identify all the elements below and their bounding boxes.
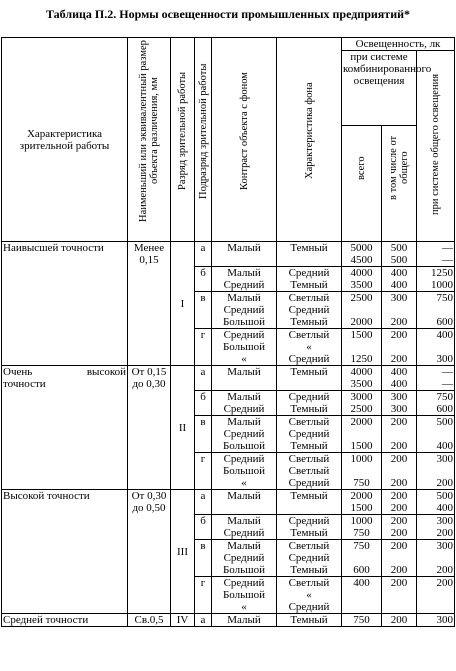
subrank: в (195, 292, 212, 329)
table-row (2, 242, 455, 267)
header-background: Характеристика фона (277, 38, 342, 242)
incl-line: 400 (390, 366, 408, 378)
total-line: 750 (353, 614, 370, 626)
bg-line: Средний (288, 267, 330, 279)
background-cell (277, 490, 342, 515)
bg-line: Темный (290, 440, 328, 452)
total-cell (342, 416, 382, 453)
contrast-line: Малый (227, 267, 261, 279)
general-system-cell (417, 614, 455, 627)
visual-rank: IV (171, 614, 195, 627)
gen-line: 400 (436, 502, 454, 514)
bg-line: Светлый (288, 577, 330, 589)
incl-general-cell (382, 391, 417, 416)
contrast-cell (212, 391, 277, 416)
contrast-line: Малый (227, 515, 261, 527)
total-line: 750 (353, 477, 370, 489)
contrast-line: « (241, 353, 247, 365)
characteristic-text: Наивысшей точности (3, 242, 104, 254)
subrank: г (195, 453, 212, 490)
contrast-cell (212, 242, 277, 267)
gen-line: 200 (436, 577, 454, 589)
total-line: 400 (353, 577, 370, 589)
table-row (2, 366, 455, 391)
characteristic-word: высокой (86, 366, 126, 378)
characteristic-word: точности (3, 378, 46, 390)
work-characteristic (2, 614, 128, 627)
gen-line: 750 (436, 391, 454, 403)
gen-line: 300 (436, 515, 454, 527)
incl-line: 200 (390, 540, 408, 552)
gen-line: 200 (436, 477, 454, 489)
total-cell (342, 540, 382, 577)
object-size: От 0,30 до 0,50 (128, 490, 171, 614)
incl-line: 300 (390, 292, 408, 304)
incl-line: 200 (390, 490, 408, 502)
background-cell (277, 292, 342, 329)
incl-line (383, 428, 415, 440)
contrast-line: Большой (222, 564, 266, 576)
contrast-cell (212, 267, 277, 292)
incl-line (383, 341, 415, 353)
general-system-cell (417, 453, 455, 490)
contrast-line: Малый (227, 366, 261, 378)
characteristic-word: Очень (3, 366, 33, 378)
incl-line: 200 (390, 440, 408, 452)
illumination-norms-table (1, 37, 455, 627)
contrast-line: Средний (223, 304, 265, 316)
bg-line: Темный (290, 564, 328, 576)
background-cell (277, 391, 342, 416)
total-cell (342, 577, 382, 614)
header-characteristic: Характеристика зрительной работы (2, 38, 128, 242)
contrast-line: Малый (227, 416, 261, 428)
subrank: а (195, 490, 212, 515)
general-system-cell (417, 416, 455, 453)
incl-line: 200 (390, 527, 408, 539)
total-line: 4500 (350, 254, 373, 266)
incl-line (383, 304, 415, 316)
general-system-cell (417, 490, 455, 515)
subrank: б (195, 267, 212, 292)
total-line: 1000 (350, 453, 373, 465)
contrast-line: Малый (227, 490, 261, 502)
work-characteristic (2, 490, 128, 614)
incl-general-cell (382, 292, 417, 329)
total-cell (342, 453, 382, 490)
background-cell (277, 329, 342, 366)
total-cell (342, 391, 382, 416)
incl-general-cell (382, 366, 417, 391)
total-line: 750 (353, 540, 370, 552)
bg-line: Средний (288, 391, 330, 403)
general-system-cell (417, 329, 455, 366)
gen-line: 600 (436, 403, 454, 415)
total-cell (342, 515, 382, 540)
bg-line: Светлый (288, 465, 330, 477)
bg-line: Светлый (288, 292, 330, 304)
contrast-line: Малый (227, 614, 261, 626)
incl-line: 200 (390, 515, 408, 527)
bg-line: Средний (288, 428, 330, 440)
total-line: 2000 (350, 316, 373, 328)
bg-line: Темный (290, 403, 328, 415)
contrast-line: Средний (223, 428, 265, 440)
subrank: г (195, 329, 212, 366)
total-line: 4000 (350, 366, 373, 378)
total-line: 3500 (350, 279, 373, 291)
contrast-line: Средний (223, 577, 265, 589)
visual-rank: II (171, 366, 195, 490)
incl-line: 200 (390, 477, 408, 489)
table-row (2, 614, 455, 627)
incl-general-cell (382, 540, 417, 577)
header-illumination: Освещенность, лк (342, 38, 455, 51)
bg-line: Темный (290, 242, 328, 254)
bg-line: Средний (288, 477, 330, 489)
header-combined: при системе комбинированного освещения (342, 51, 417, 126)
incl-line: 300 (390, 403, 408, 415)
incl-line: 200 (390, 416, 408, 428)
contrast-line: « (241, 477, 247, 489)
incl-line: 200 (390, 502, 408, 514)
general-system-cell (417, 540, 455, 577)
general-system-cell (417, 366, 455, 391)
incl-general-cell (382, 453, 417, 490)
gen-line (418, 589, 453, 601)
incl-general-cell (382, 242, 417, 267)
incl-line: 400 (390, 279, 408, 291)
total-line (343, 341, 380, 353)
bg-line: « (306, 341, 312, 353)
total-cell (342, 242, 382, 267)
contrast-cell (212, 453, 277, 490)
incl-line: 400 (390, 267, 408, 279)
total-cell (342, 267, 382, 292)
contrast-line: Средний (223, 329, 265, 341)
contrast-cell (212, 614, 277, 627)
contrast-cell (212, 292, 277, 329)
header-subrank: Подразряд зрительной работы (195, 38, 212, 242)
incl-line (383, 601, 415, 613)
total-line: 2000 (350, 490, 373, 502)
gen-line: 600 (436, 316, 454, 328)
total-line: 1500 (350, 502, 373, 514)
gen-line: 300 (436, 353, 454, 365)
gen-line: 400 (436, 440, 454, 452)
bg-line: Светлый (288, 416, 330, 428)
contrast-line: Большой (222, 465, 266, 477)
background-cell (277, 416, 342, 453)
object-size: Св.0,5 (128, 614, 171, 627)
subrank: а (195, 242, 212, 267)
total-line (343, 601, 380, 613)
background-cell (277, 515, 342, 540)
total-line: 1500 (350, 329, 373, 341)
contrast-cell (212, 540, 277, 577)
header-contrast: Контраст объекта с фоном (212, 38, 277, 242)
total-cell (342, 292, 382, 329)
incl-general-cell (382, 490, 417, 515)
subrank: в (195, 416, 212, 453)
gen-line: 300 (436, 540, 454, 552)
incl-line: 400 (390, 378, 408, 390)
bg-line: Светлый (288, 540, 330, 552)
visual-rank: I (171, 242, 195, 366)
total-line: 1500 (350, 440, 373, 452)
object-size: Менее 0,15 (128, 242, 171, 366)
contrast-line: Средний (223, 453, 265, 465)
total-line (343, 465, 380, 477)
total-line: 2500 (350, 403, 373, 415)
bg-line: Светлый (288, 453, 330, 465)
subrank: б (195, 391, 212, 416)
bg-line: Темный (290, 279, 328, 291)
incl-line: 500 (390, 242, 408, 254)
background-cell (277, 366, 342, 391)
total-line: 1000 (350, 515, 373, 527)
bg-line: Средний (288, 601, 330, 613)
header-total: всего (342, 125, 382, 241)
contrast-line: « (241, 601, 247, 613)
contrast-line: Малый (227, 540, 261, 552)
contrast-cell (212, 515, 277, 540)
gen-line: — (442, 254, 454, 266)
subrank: в (195, 540, 212, 577)
gen-line: 500 (436, 416, 454, 428)
contrast-cell (212, 366, 277, 391)
bg-line: Темный (290, 366, 328, 378)
gen-line: 200 (436, 564, 454, 576)
incl-line: 200 (390, 577, 408, 589)
incl-line (383, 589, 415, 601)
header-size: Наименьший или эквивалентный размер объекта различения, мм (128, 38, 171, 242)
table-body (2, 242, 455, 627)
gen-line: — (442, 366, 454, 378)
characteristic-line (3, 366, 126, 378)
bg-line: Средний (288, 304, 330, 316)
total-line: 1250 (350, 353, 373, 365)
incl-general-cell (382, 416, 417, 453)
total-line: 3500 (350, 378, 373, 390)
contrast-line: Большой (222, 589, 266, 601)
contrast-cell (212, 490, 277, 515)
bg-line: Средний (288, 353, 330, 365)
contrast-cell (212, 329, 277, 366)
total-line: 5000 (350, 242, 373, 254)
incl-line: 200 (390, 353, 408, 365)
total-line (343, 589, 380, 601)
total-line (343, 552, 380, 564)
incl-line: 200 (390, 316, 408, 328)
total-line: 600 (353, 564, 370, 576)
work-characteristic (2, 242, 128, 366)
bg-line: « (306, 589, 312, 601)
incl-general-cell (382, 577, 417, 614)
general-system-cell (417, 242, 455, 267)
total-line (343, 428, 380, 440)
table-row (2, 490, 455, 515)
gen-line (418, 304, 453, 316)
gen-line: 300 (436, 453, 454, 465)
contrast-line: Малый (227, 242, 261, 254)
contrast-line: Большой (222, 316, 266, 328)
total-cell (342, 614, 382, 627)
incl-line (383, 552, 415, 564)
total-line: 750 (353, 527, 370, 539)
bg-line: Светлый (288, 329, 330, 341)
total-line: 4000 (350, 267, 373, 279)
incl-general-cell (382, 329, 417, 366)
total-line: 3000 (350, 391, 373, 403)
background-cell (277, 267, 342, 292)
total-line: 2000 (350, 416, 373, 428)
bg-line: Темный (290, 527, 328, 539)
contrast-line: Большой (222, 440, 266, 452)
bg-line: Средний (288, 515, 330, 527)
total-line (343, 304, 380, 316)
gen-line: 500 (436, 490, 454, 502)
contrast-line: Средний (223, 279, 265, 291)
incl-general-cell (382, 614, 417, 627)
header-general-system: при системе общего освещения (417, 51, 455, 242)
gen-line: 200 (436, 527, 454, 539)
background-cell (277, 540, 342, 577)
gen-line: 300 (436, 614, 454, 626)
general-system-cell (417, 515, 455, 540)
bg-line: Средний (288, 552, 330, 564)
gen-line (418, 601, 453, 613)
contrast-line: Малый (227, 292, 261, 304)
table-title: Таблица П.2. Нормы освещенности промышленных предприятий* (45, 7, 411, 21)
gen-line (418, 552, 453, 564)
background-cell (277, 614, 342, 627)
total-cell (342, 366, 382, 391)
characteristic-text: Высокой точности (3, 490, 90, 502)
contrast-cell (212, 577, 277, 614)
contrast-line: Малый (227, 391, 261, 403)
gen-line: — (442, 378, 454, 390)
background-cell (277, 577, 342, 614)
total-cell (342, 329, 382, 366)
total-line: 2500 (350, 292, 373, 304)
bg-line: Темный (290, 490, 328, 502)
contrast-line: Средний (223, 403, 265, 415)
work-characteristic (2, 366, 128, 490)
general-system-cell (417, 391, 455, 416)
contrast-line: Средний (223, 527, 265, 539)
gen-line: 750 (436, 292, 454, 304)
gen-line: 1250 (431, 267, 454, 279)
gen-line: — (442, 242, 454, 254)
header-incl-general: в том числе от общего (382, 125, 417, 241)
contrast-line: Большой (222, 341, 266, 353)
contrast-line: Средний (223, 552, 265, 564)
background-cell (277, 453, 342, 490)
incl-line: 200 (390, 329, 408, 341)
incl-line: 500 (390, 254, 408, 266)
bg-line: Темный (290, 316, 328, 328)
gen-line (418, 341, 453, 353)
contrast-cell (212, 416, 277, 453)
subrank: б (195, 515, 212, 540)
incl-line: 200 (390, 614, 408, 626)
background-cell (277, 242, 342, 267)
incl-line (383, 465, 415, 477)
subrank: г (195, 577, 212, 614)
visual-rank: III (171, 490, 195, 614)
incl-line: 200 (390, 453, 408, 465)
subrank: а (195, 614, 212, 627)
gen-line (418, 428, 453, 440)
general-system-cell (417, 292, 455, 329)
general-system-cell (417, 267, 455, 292)
bg-line: Темный (290, 614, 328, 626)
incl-line: 300 (390, 391, 408, 403)
general-system-cell (417, 577, 455, 614)
subrank: а (195, 366, 212, 391)
object-size: От 0,15 до 0,30 (128, 366, 171, 490)
gen-line (418, 465, 453, 477)
total-cell (342, 490, 382, 515)
gen-line: 1000 (431, 279, 454, 291)
gen-line: 400 (436, 329, 454, 341)
incl-line: 200 (390, 564, 408, 576)
characteristic-text: Средней точности (3, 614, 89, 626)
incl-general-cell (382, 515, 417, 540)
header-rank: Разряд зрительной работы (171, 38, 195, 242)
incl-general-cell (382, 267, 417, 292)
